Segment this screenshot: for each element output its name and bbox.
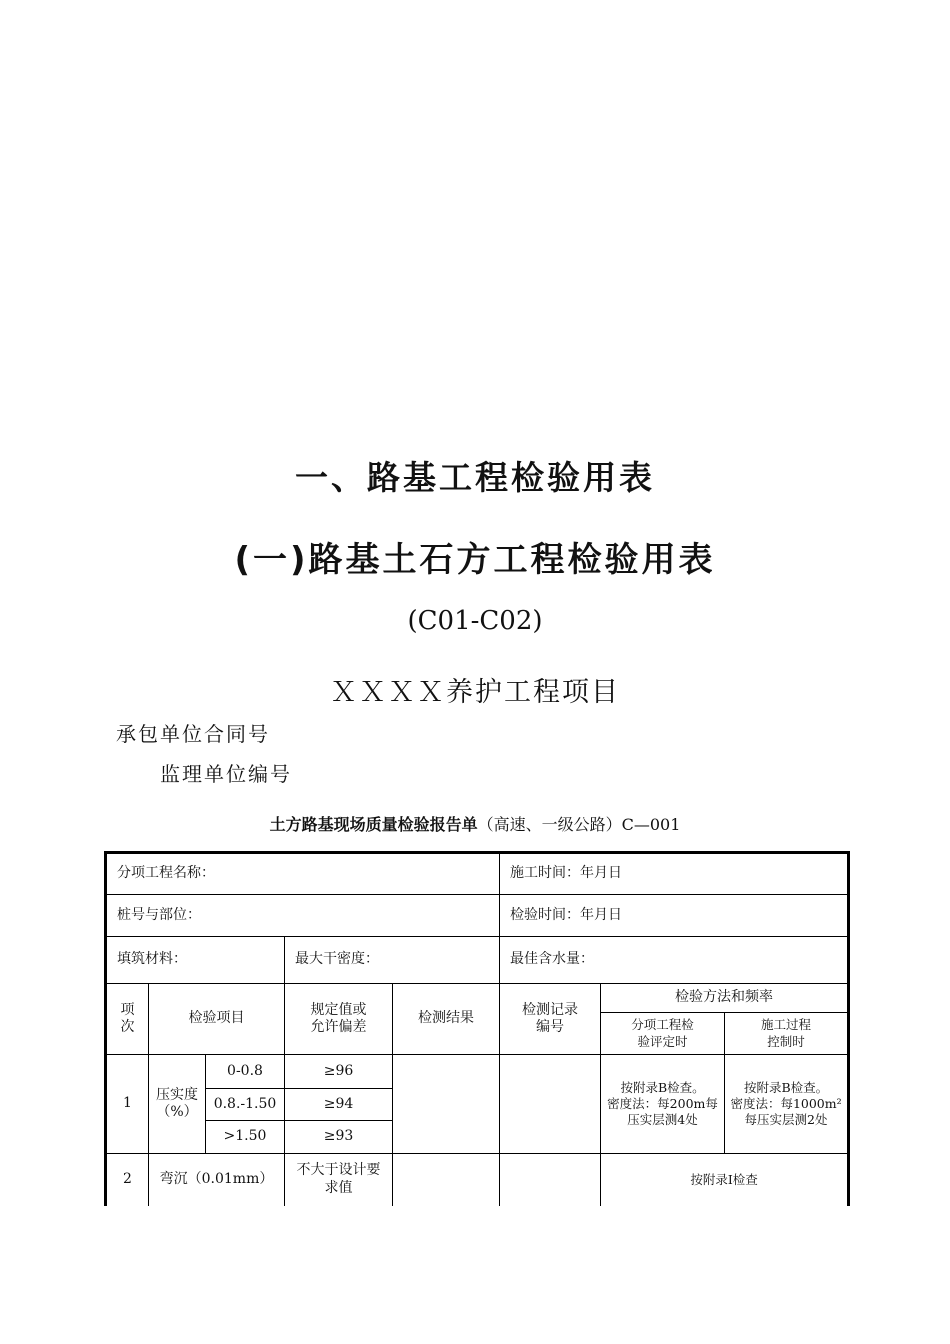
method-eval-cell: 按附录B检查。 密度法：每200m每 压实层测4处 — [601, 1055, 725, 1154]
spec-value: 不大于设计要 求值 — [285, 1154, 393, 1206]
spec-value: ≥94 — [285, 1089, 393, 1121]
table-row — [106, 1055, 849, 1089]
item-name-field: 分项工程名称： — [106, 853, 500, 895]
header-method: 检验方法和频率 — [601, 984, 849, 1013]
optimum-moisture-field: 最佳含水量： — [500, 937, 849, 984]
header-method-eval: 分项工程检 验评定时 — [601, 1013, 725, 1055]
method-cell: 按附录I检查 — [601, 1154, 849, 1206]
row-item: 弯沉（0.01mm） — [149, 1154, 285, 1206]
inspection-time-field: 检验时间：年月日 — [500, 895, 849, 937]
header-spec: 规定值或 允许偏差 — [285, 984, 393, 1055]
row-no: 2 — [106, 1154, 149, 1206]
result-cell — [393, 1154, 500, 1206]
depth-range: >1.50 — [206, 1121, 285, 1154]
result-cell — [393, 1055, 500, 1154]
spec-value: ≥96 — [285, 1055, 393, 1089]
header-no: 项 次 — [106, 984, 149, 1055]
table-row — [106, 1154, 849, 1206]
supervisor-no-label: 监理单位编号 — [160, 762, 292, 786]
fill-material-field: 填筑材料： — [106, 937, 285, 984]
inspection-report-table — [104, 851, 850, 1206]
form-title — [0, 812, 950, 835]
header-method-control: 施工过程 控制时 — [725, 1013, 849, 1055]
project-name: ＸＸＸＸ养护工程项目 — [330, 677, 620, 708]
station-field: 桩号与部位： — [106, 895, 500, 937]
header-result: 检测结果 — [393, 984, 500, 1055]
depth-range: 0-0.8 — [206, 1055, 285, 1089]
record-cell — [500, 1154, 601, 1206]
spec-value: ≥93 — [285, 1121, 393, 1154]
form-code-range: (C01-C02) — [407, 606, 543, 636]
header-record: 检测记录 编号 — [500, 984, 601, 1055]
row-no: 1 — [106, 1055, 149, 1154]
header-item: 检验项目 — [149, 984, 285, 1055]
depth-range: 0.8.-1.50 — [206, 1089, 285, 1121]
record-cell — [500, 1055, 601, 1154]
contractor-contract-no-label: 承包单位合同号 — [116, 722, 270, 746]
row-item: 压实度 （%） — [149, 1055, 206, 1154]
form-title-main: 土方路基现场质量检验报告单 — [269, 815, 478, 834]
method-control-cell: 按附录B检查。 密度法：每1000m² 每压实层测2处 — [725, 1055, 849, 1154]
form-title-scope: （高速、一级公路）C—001 — [477, 815, 681, 834]
main-heading: 一、路基工程检验用表 — [295, 458, 655, 497]
section-heading: (一)路基土石方工程检验用表 — [234, 540, 716, 580]
construction-time-field: 施工时间：年月日 — [500, 853, 849, 895]
max-dry-density-field: 最大干密度： — [285, 937, 500, 984]
